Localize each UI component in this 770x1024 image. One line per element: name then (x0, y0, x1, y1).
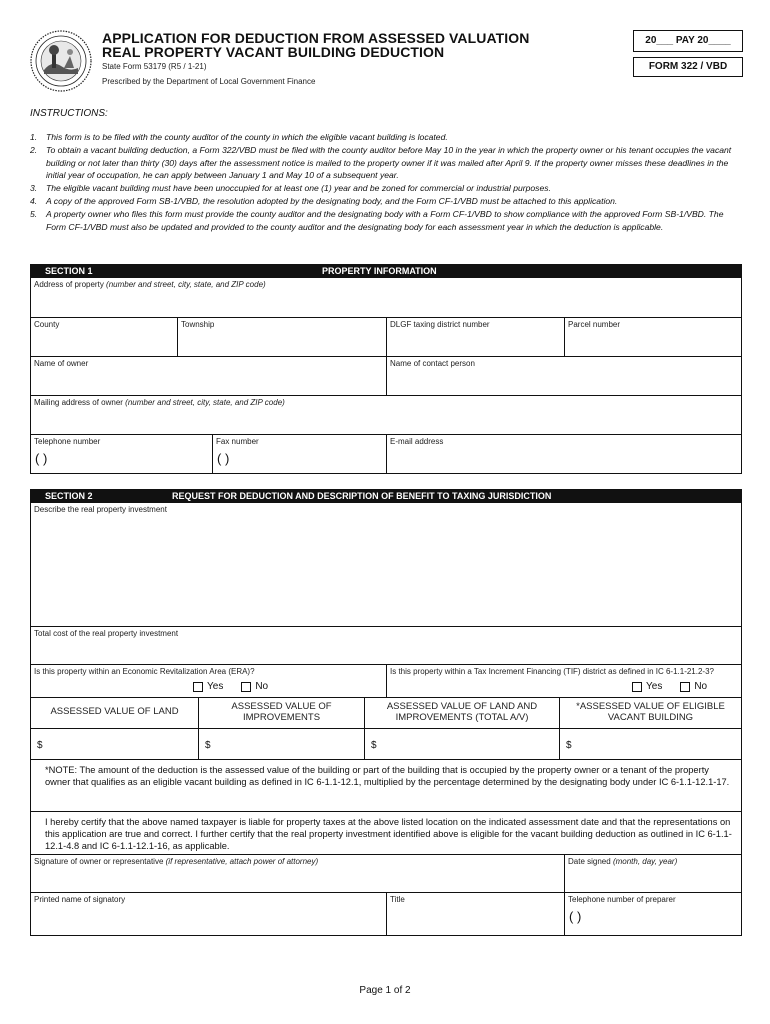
county-field[interactable] (31, 318, 177, 356)
eligible-value-header (559, 698, 741, 728)
instruction-number: 3. (30, 183, 38, 194)
instruction-number: 5. (30, 208, 38, 219)
improvements-value-dollar: $ (205, 740, 211, 751)
era-tif-row (31, 665, 741, 698)
instruction-text: A property owner who files this form must provide the county auditor and the designating body with a Form CF-1/VBD to show compliance with the approved Form SB-1/VBD. The Form CF-1/VBD must also be updated and provided to the county auditor and the designating body for each assessment year in which the deduction is applicable. (46, 208, 724, 232)
owner-name-field[interactable] (31, 357, 386, 395)
preparer-phone-label: Telephone number of preparer (568, 895, 676, 904)
eligible-value-dollar: $ (566, 740, 572, 751)
address-label: Address of property (number and street, city, state, and ZIP code) (34, 280, 266, 289)
tif-no-checkbox[interactable] (680, 682, 690, 692)
tif-yes-checkbox[interactable] (632, 682, 642, 692)
dlgf-district-label: DLGF taxing district number (390, 320, 490, 329)
eligible-value-field[interactable] (559, 729, 741, 759)
instruction-number: 2. (30, 144, 38, 155)
address-field[interactable] (31, 278, 741, 317)
instruction-item (30, 182, 742, 195)
date-signed-label: Date signed (month, day, year) (568, 857, 678, 866)
telephone-field[interactable] (31, 435, 212, 473)
total-value-header-text: ASSESSED VALUE OF LAND AND IMPROVEMENTS (TOTAL A/V) (386, 701, 538, 723)
form-title-line2: REAL PROPERTY VACANT BUILDING DEDUCTION (102, 44, 445, 60)
assessed-value-row (31, 729, 741, 760)
instruction-number: 4. (30, 195, 38, 206)
instruction-text: The eligible vacant building must have been unoccupied for at least one (1) year and be zoned for commercial or industrial purposes. (46, 183, 551, 194)
date-signed-field[interactable] (564, 855, 741, 892)
certification-statement: I hereby certify that the above named taxpayer is liable for property taxes at the above listed location on the indicated assessment date and that the representations on this application are true and correct. I further certify that the real property investment identified above is eligible for the vacant building deduction as outlined in IC 6-1.1-12.1-4.8 and IC 6-1.1-12.1-16, as applicable. (45, 817, 732, 851)
tif-yes-label: Yes (646, 681, 663, 692)
era-question-cell (31, 665, 386, 697)
address-row (31, 278, 741, 318)
era-options (193, 681, 268, 692)
signature-field[interactable] (31, 855, 564, 892)
contact-person-field[interactable] (386, 357, 741, 395)
total-cost-row (31, 627, 741, 665)
mailing-address-field[interactable] (31, 396, 741, 434)
instruction-item (30, 195, 742, 208)
mailing-row (31, 396, 741, 435)
section2-grid (30, 503, 742, 936)
printed-name-field[interactable] (31, 893, 386, 935)
instruction-text: A copy of the approved Form SB-1/VBD, the resolution adopted by the designating body, and the Form CF-1/VBD must be attached to this application. (46, 195, 618, 206)
section1-title: PROPERTY INFORMATION (322, 266, 437, 276)
telephone-label: Telephone number (34, 437, 101, 446)
describe-row (31, 503, 741, 627)
page-number: Page 1 of 2 (359, 985, 411, 996)
state-form-number: State Form 53179 (R5 / 1-21) (102, 62, 207, 71)
tif-no-label: No (694, 681, 708, 692)
preparer-phone-field[interactable] (564, 893, 741, 935)
total-value-dollar: $ (371, 740, 377, 751)
signatory-title-field[interactable] (386, 893, 564, 935)
tif-question: Is this property within a Tax Increment Financing (TIF) district as defined in IC 6-1.1-21.2-3? (390, 667, 714, 676)
improvements-value-header (198, 698, 364, 728)
instructions-title: INSTRUCTIONS: (30, 108, 108, 119)
era-yes-checkbox[interactable] (193, 682, 203, 692)
total-cost-field[interactable] (31, 627, 741, 664)
instruction-item (30, 131, 742, 144)
land-value-field[interactable] (31, 729, 198, 759)
contact-person-label: Name of contact person (390, 359, 475, 368)
signatory-title-label: Title (390, 895, 405, 904)
total-value-header (364, 698, 559, 728)
parcel-number-field[interactable] (564, 318, 741, 356)
land-value-header-text: ASSESSED VALUE OF LAND (50, 706, 179, 717)
investment-description-label: Describe the real property investment (34, 505, 167, 514)
deduction-note: *NOTE: The amount of the deduction is the assessed value of the building or part of the building that is occupied by the property owner or a tenant of the property owner that qualifies as an eligible vacant building as defined in IC 6-1.1-12.1, multiplied by the percentage determined by the designating body under IC 6-1.1-12.1-17. (45, 765, 730, 787)
section1-grid (30, 278, 742, 474)
fax-label: Fax number (216, 437, 259, 446)
section1-header (30, 264, 742, 278)
eligible-value-header-text: *ASSESSED VALUE OF ELIGIBLE VACANT BUILDING (576, 701, 725, 723)
note-row (31, 760, 741, 812)
dlgf-district-field[interactable] (386, 318, 564, 356)
improvements-value-field[interactable] (198, 729, 364, 759)
instruction-item (30, 144, 742, 182)
section2-label: SECTION 2 (45, 491, 93, 501)
county-label: County (34, 320, 60, 329)
investment-description-field[interactable] (31, 503, 741, 626)
instruction-number: 1. (30, 132, 38, 142)
preparer-phone-area-code: ( ) (569, 909, 582, 924)
mailing-address-label: Mailing address of owner (number and street, city, state, and ZIP code) (34, 398, 285, 407)
printed-name-label: Printed name of signatory (34, 895, 126, 904)
tif-question-cell (386, 665, 741, 697)
total-value-field[interactable] (364, 729, 559, 759)
telephone-area-code: ( ) (35, 451, 48, 466)
township-label: Township (181, 320, 215, 329)
signature-label: Signature of owner or representative (if representative, attach power of attorney) (34, 857, 319, 866)
section1-label: SECTION 1 (45, 266, 93, 276)
instruction-text: This form is to be filed with the county auditor of the county in which the eligible vacant building is located. (46, 132, 448, 142)
section2-title: REQUEST FOR DEDUCTION AND DESCRIPTION OF BENEFIT TO TAXING JURISDICTION (172, 491, 552, 501)
phone-row (31, 435, 741, 473)
instruction-text: To obtain a vacant building deduction, a Form 322/VBD must be filed with the county auditor before May 10 in the year in which the property owner or his tenant occupies the vacant building or not later than thirty (30) days after the assessment notice is mailed to the property owner if it was mailed after April 9. If the property owner misses these deadlines in the initial year of occupation, he can apply between January 1 and May 10 of a subsequent year. (46, 144, 732, 181)
fax-area-code: ( ) (217, 451, 230, 466)
improvements-value-header-text: ASSESSED VALUE OF IMPROVEMENTS (231, 701, 332, 723)
signature-row (31, 855, 741, 893)
land-value-header (31, 698, 198, 728)
county-row (31, 318, 741, 357)
section2-header (30, 489, 742, 503)
tif-options (632, 681, 707, 692)
form-number-box: FORM 322 / VBD (633, 57, 743, 77)
form-title-line1: APPLICATION FOR DEDUCTION FROM ASSESSED VALUATION (102, 30, 530, 46)
land-value-dollar: $ (37, 740, 43, 751)
email-field[interactable] (386, 435, 741, 473)
era-yes-label: Yes (207, 681, 224, 692)
prescribed-by: Prescribed by the Department of Local Government Finance (102, 77, 316, 86)
email-label: E-mail address (390, 437, 444, 446)
township-field[interactable] (177, 318, 386, 356)
owner-name-label: Name of owner (34, 359, 89, 368)
assessed-value-header-row (31, 698, 741, 729)
state-seal-icon (30, 30, 92, 92)
certification-row (31, 812, 741, 855)
pay-year-box[interactable]: 20___ PAY 20____ (633, 30, 743, 52)
era-no-checkbox[interactable] (241, 682, 251, 692)
fax-field[interactable] (212, 435, 386, 473)
instruction-item (30, 208, 742, 234)
parcel-number-label: Parcel number (568, 320, 621, 329)
era-no-label: No (255, 681, 269, 692)
total-cost-label: Total cost of the real property investment (34, 629, 179, 638)
instructions-list (30, 131, 742, 233)
owner-row (31, 357, 741, 396)
era-question: Is this property within an Economic Revitalization Area (ERA)? (34, 667, 255, 676)
signatory-row (31, 893, 741, 935)
